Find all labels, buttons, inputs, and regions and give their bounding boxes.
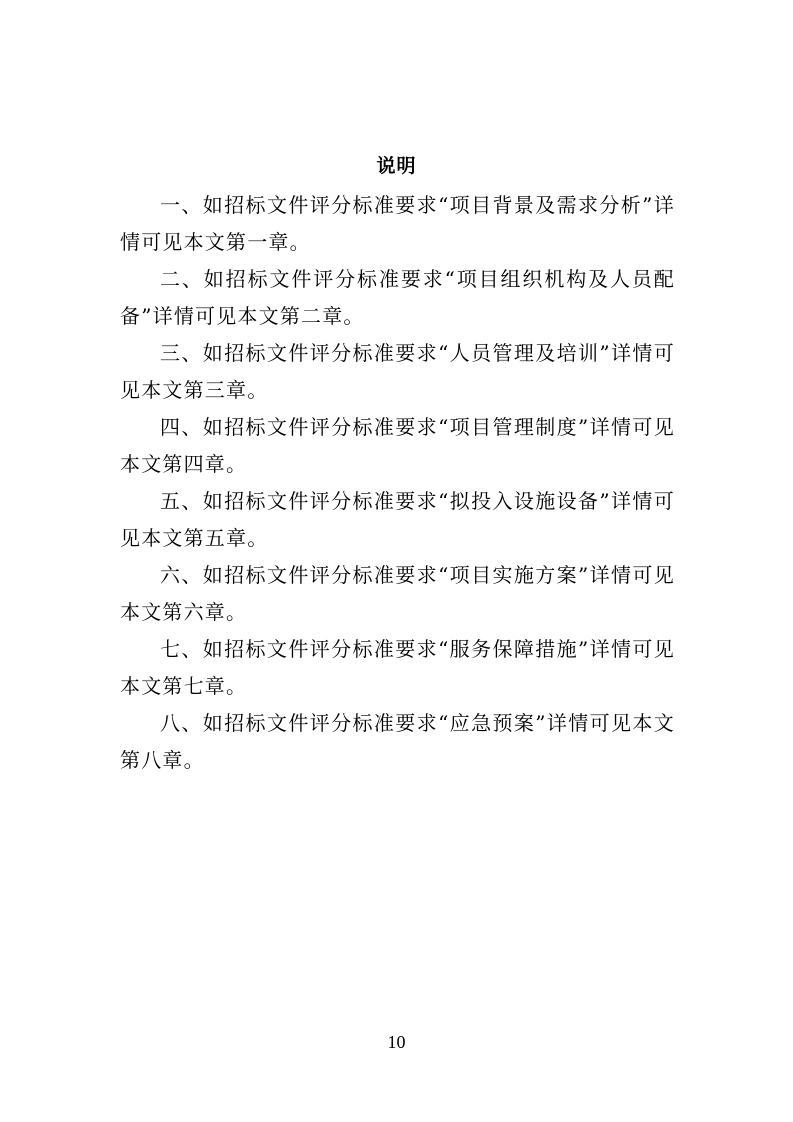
paragraph-6: 六、如招标文件评分标准要求“项目实施方案”详情可见本文第六章。 (120, 563, 675, 624)
document-body (120, 187, 675, 779)
paragraph-8: 八、如招标文件评分标准要求“应急预案”详情可见本文第八章。 (120, 711, 675, 772)
paragraph-1: 一、如招标文件评分标准要求“项目背景及需求分析”详情可见本文第一章。 (120, 193, 675, 254)
paragraph-3: 三、如招标文件评分标准要求“人员管理及培训”详情可见本文第三章。 (120, 341, 675, 402)
page-number: 10 (387, 1032, 406, 1052)
page-title: 说明 (376, 155, 417, 177)
paragraph-5: 五、如招标文件评分标准要求“拟投入设施设备”详情可见本文第五章。 (120, 489, 675, 550)
paragraph-7: 七、如招标文件评分标准要求“服务保障措施”详情可见本文第七章。 (120, 637, 675, 698)
paragraph-2: 二、如招标文件评分标准要求“项目组织机构及人员配备”详情可见本文第二章。 (120, 267, 675, 328)
paragraph-4: 四、如招标文件评分标准要求“项目管理制度”详情可见本文第四章。 (120, 415, 675, 476)
